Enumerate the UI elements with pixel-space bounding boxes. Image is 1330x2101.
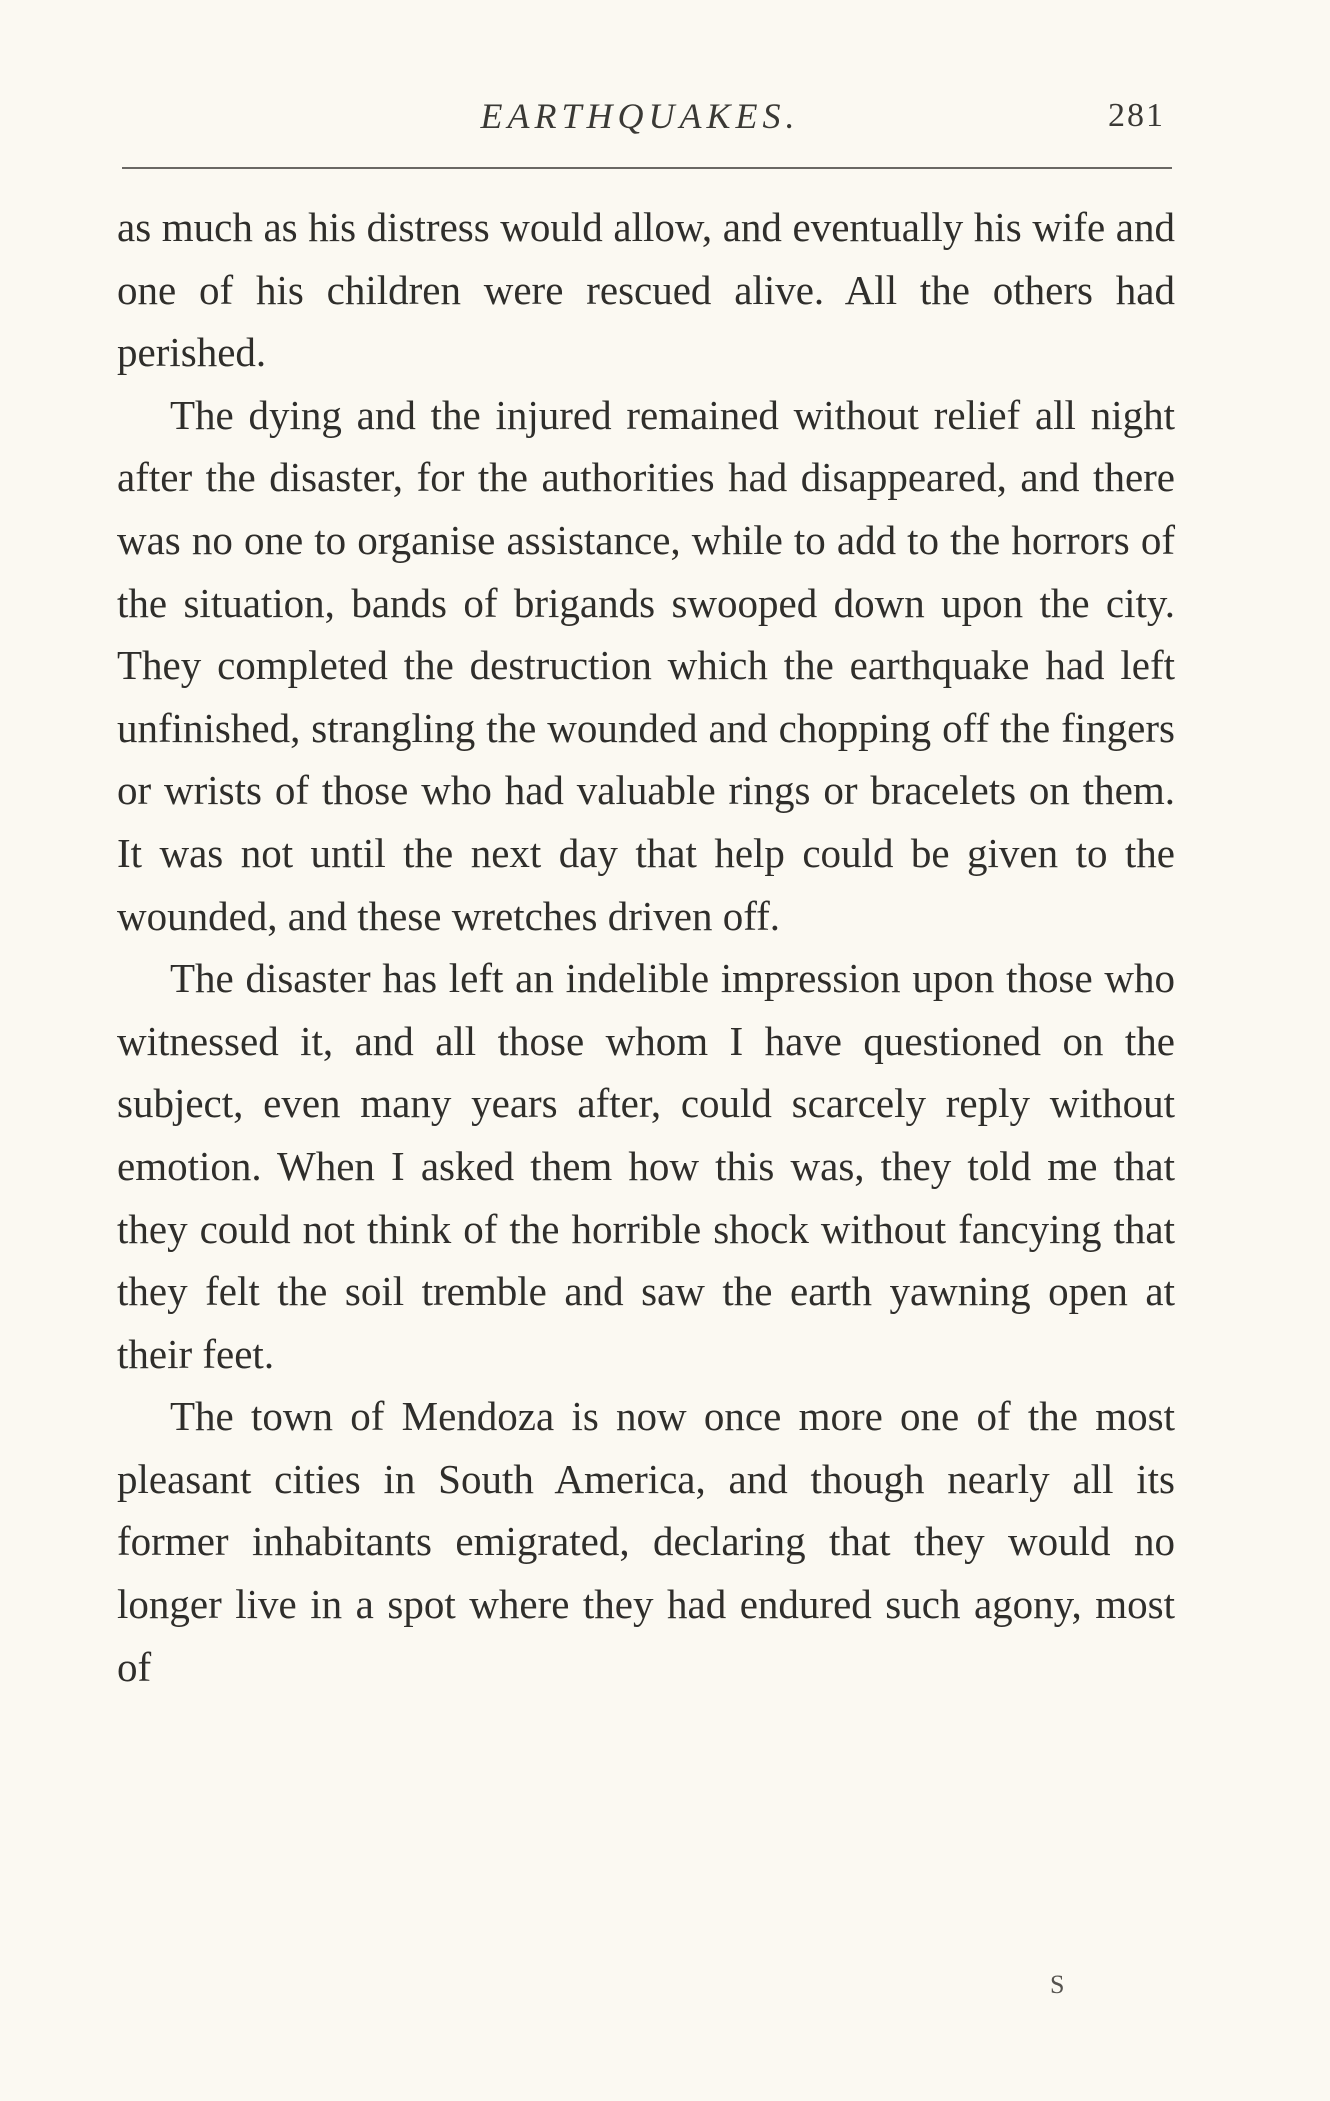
body-text [117,196,1175,1698]
paragraph: The dying and the injured remained without relief all night after the disaster, for the authorities had disappeared, and there was no one to organise assistance, while to add to the horrors of the situation, bands of brigands swooped down upon the city. They completed the destruction which the earthquake had left unfinished, strangling the wounded and chopping off the fingers or wrists of those who had valuable rings or bracelets on them. It was not until the next day that help could be given to the wounded, and these wretches driven off. [117,391,1175,939]
running-title: EARTHQUAKES. [480,96,800,136]
signature-mark: S [1050,1970,1066,1999]
page-number: 281 [1108,97,1165,134]
running-head [115,95,1165,145]
paragraph: The disaster has left an indelible impression upon those who witnessed it, and all those whom I have questioned on the subject, even many years after, could scarcely reply without emotion. When I asked them how this was, they told me that they could not think of the horrible shock without fancying that they felt the soil tremble and saw the earth yawning open at their feet. [117,955,1175,1377]
paragraph-continued: as much as his distress would allow, and eventually his wife and one of his children were rescued alive. All the others had perished. [117,204,1175,376]
paragraph: The town of Mendoza is now once more one of the most pleasant cities in South America, and though nearly all its former inhabitants emigrated, declaring that they would no longer live in a spot where they had endured such agony, most of [117,1393,1175,1690]
header-rule [122,167,1172,169]
